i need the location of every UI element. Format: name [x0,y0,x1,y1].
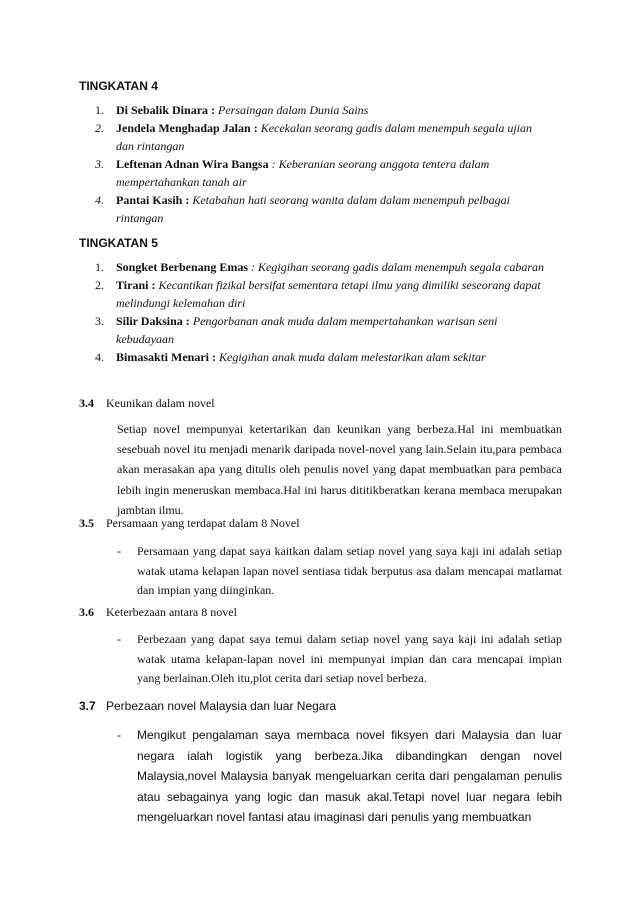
item-number: 3. [95,157,104,171]
novel-theme: Ketabahan hati seorang wanita dalam dalam menempuh pelbagai rintangan [116,193,510,225]
bullet-item [117,630,562,689]
item-number: 1. [95,260,104,274]
bullet-text: Perbezaan yang dapat saya temui dalam setiap novel yang saya kaji ini adalah setiap watak utama kelapan-lapan novel ini mempunyai impian dan cara mencapai impian yang berlainan.Oleh itu,plot cerita dari setiap novel berbeza. [137,632,562,685]
list-item [79,258,549,276]
item-number: 2. [95,121,104,135]
section-number: 3.4 [79,396,94,410]
item-number: 2. [95,278,104,292]
novel-title: Songket Berbenang Emas [116,260,249,274]
bullet-item [117,542,562,601]
list-item [79,348,549,366]
section-title: Persamaan yang terdapat dalam 8 Novel [106,516,300,530]
novel-title: Bimasakti Menari : [116,350,216,364]
section-title: Perbezaan novel Malaysia dan luar Negara [106,699,337,713]
bullet-text: Persamaan yang dapat saya kaitkan dalam setiap novel yang saya kaji ini adalah setiap watak utama kelapan lapan novel sentiasa tidak berputus asa dalam mencapai matlamat dan impian yang diinginkan. [137,544,562,597]
novel-theme: : Keberanian seorang anggota tentera dalam mempertahankan tanah air [116,157,490,189]
item-number: 4. [95,193,104,207]
novel-list-tingkatan-5 [79,258,549,366]
bullet-dash: - [117,544,121,558]
section-number: 3.5 [79,516,94,530]
novel-theme: Persaingan dalam Dunia Sains [215,103,369,117]
item-number: 4. [95,350,104,364]
novel-title: Silir Daksina : [116,314,190,328]
novel-title: Jendela Menghadap Jalan : [116,121,258,135]
item-number: 3. [95,314,104,328]
section-body: Setiap novel mempunyai ketertarikan dan keunikan yang berbeza.Hal ini membuatkan sesebuah novel itu menjadi menarik daripada novel-novel yang lain.Selain itu,para pembaca akan merasakan apa yang ditulis oleh penulis novel yang dapat membuatkan para pembaca lebih ingin meneruskan membaca.Hal ini harus dititikberatkan kerana membaca merupakan jambtan ilmu. [117,422,562,517]
novel-theme: Kecekalan seorang gadis dalam menempuh segala ujian dan rintangan [116,121,532,153]
heading-tingkatan-4: TINGKATAN 4 [79,79,158,93]
list-item [79,191,549,227]
section-number: 3.7 [79,699,96,713]
novel-theme: Kegigihan anak muda dalam melestarikan alam sekitar [216,350,486,364]
bullet-dash: - [117,728,121,742]
section-heading-3-5 [79,516,300,531]
novel-theme: : Kegigihan seorang gadis dalam menempuh segala cabaran [248,260,545,274]
section-heading-3-6 [79,605,237,620]
novel-title: Di Sebalik Dinara : [116,103,216,117]
novel-theme: Pengorbanan anak muda dalam mempertahankan warisan seni kebudayaan [116,314,498,346]
bullet-item [117,725,562,828]
list-item [79,155,549,191]
novel-title: Leftenan Adnan Wira Bangsa [116,157,269,171]
bullet-text: Mengikut pengalaman saya membaca novel fiksyen dari Malaysia dan luar negara ialah logistik yang berbeza.Jika dibandingkan dengan novel Malaysia,novel Malaysia banyak mengeluarkan cerita dari pengalaman penulis atau sebagainya yang logic dan masuk akal.Tetapi novel luar negara lebih mengeluarkan novel fantasi atau imaginasi dari penulis yang membuatkan [137,728,562,824]
novel-theme: Kecantikan fizikal bersifat sementara tetapi ilmu yang dimiliki seseorang dapat melindungi kelemahan diri [116,278,541,310]
section-heading-3-7 [79,699,336,713]
list-item [79,276,549,312]
section-number: 3.6 [79,605,94,619]
novel-title: Tirani : [116,278,156,292]
section-heading-3-4 [79,396,215,411]
bullet-dash: - [117,632,121,646]
list-item [79,312,549,348]
section-title: Keunikan dalam novel [106,396,215,410]
list-item [79,101,549,119]
item-number: 1. [95,103,104,117]
list-item [79,119,549,155]
section-title: Keterbezaan antara 8 novel [106,605,237,619]
novel-list-tingkatan-4 [79,101,549,227]
novel-title: Pantai Kasih : [116,193,190,207]
heading-tingkatan-5: TINGKATAN 5 [79,236,158,250]
